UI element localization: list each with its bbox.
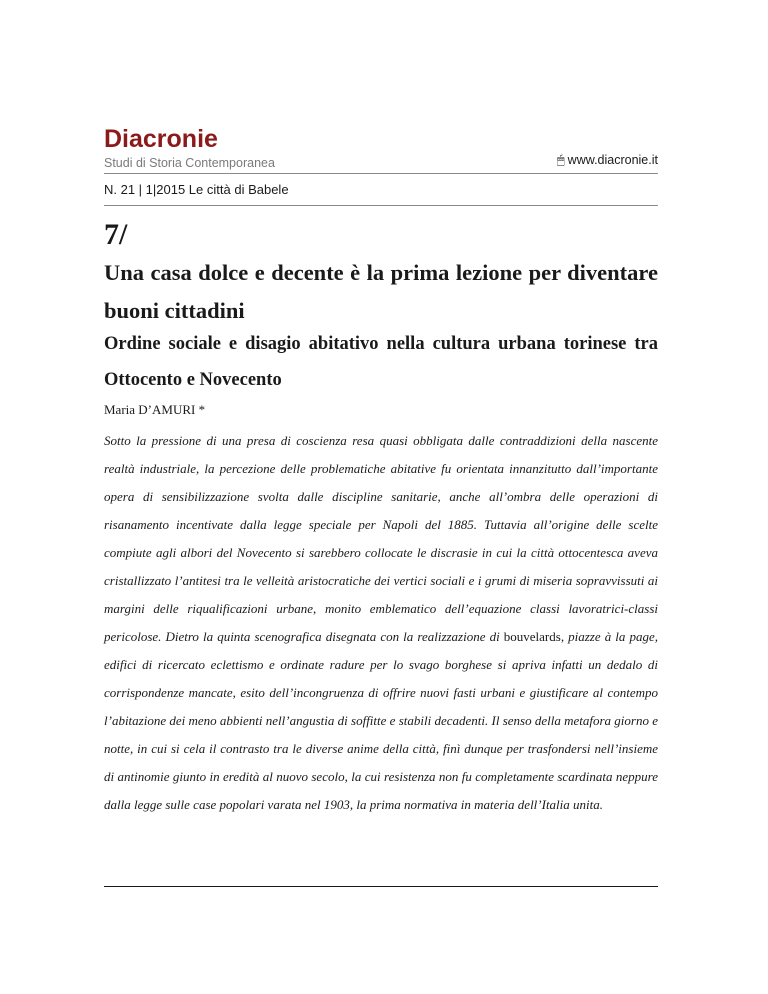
journal-brand[interactable]: Diacronie xyxy=(104,125,218,153)
abstract-divider xyxy=(104,886,658,887)
abstract-upright-word: bouvelards xyxy=(503,629,561,644)
header-divider-bottom xyxy=(104,205,658,206)
header-divider-top xyxy=(104,173,658,174)
mouse-icon: 🖱︎ xyxy=(556,152,565,167)
article-abstract xyxy=(104,427,658,819)
article-title: Una casa dolce e decente è la prima lezione per diventare buoni cittadini xyxy=(104,260,658,323)
journal-website-link[interactable] xyxy=(557,152,658,168)
article-author: Maria D’AMURI * xyxy=(104,402,206,417)
article-subtitle: Ordine sociale e disagio abitativo nella cultura urbana torinese tra Ottocento e Novecento xyxy=(104,334,658,390)
abstract-text-part2: , piazze à la page, edifici di ricercato eclettismo e ordinate radure per lo svago borghese si apriva infatti un dedalo di corrispondenze mancate, esito dell’incongruenza di offrire nuovi fasti urbani e giustificare al contempo l’abitazione dei meno abbienti nell’angustia di soffitte e stabili decadenti. Il senso della metafora giorno e notte, in cui si cela il contrasto tra le diverse anime della città, finì dunque per trasfondersi nell’insieme di antinomie giunto in eredità al nuovo secolo, la cui resistenza non fu completamente scardinata neppure dalla legge sulle case popolari varata nel 1903, la prima normativa in materia dell’Italia unita. xyxy=(104,629,658,812)
abstract-text-part1: Sotto la pressione di una presa di coscienza resa quasi obbligata dalle contraddizioni della nascente realtà industriale, la percezione delle problematiche abitative fu orientata innanzitutto dall’importante opera di sensibilizzazione svolta dalle discipline sanitarie, anche all’ombra delle operazioni di risanamento incentivate dalla legge speciale per Napoli del 1885. Tuttavia all’origine delle scelte compiute agli albori del Novecento si sarebbero collocate le discrasie in cui la città ottocentesca aveva cristallizzato l’antitesi tra le velleità aristocratiche dei vertici sociali e i grumi di miseria sopravvissuti ai margini delle riqualificazioni urbane, monito emblematico dell’equazione classi lavoratrici-classi pericolose. Dietro la quinta scenografica disegnata con la realizzazione di xyxy=(104,433,658,644)
journal-subtitle: Studi di Storia Contemporanea xyxy=(104,156,275,170)
journal-header xyxy=(104,124,658,170)
article-number: 7/ xyxy=(104,218,128,251)
website-url: www.diacronie.it xyxy=(567,153,658,167)
issue-line: N. 21 | 1|2015 Le città di Babele xyxy=(104,182,289,197)
